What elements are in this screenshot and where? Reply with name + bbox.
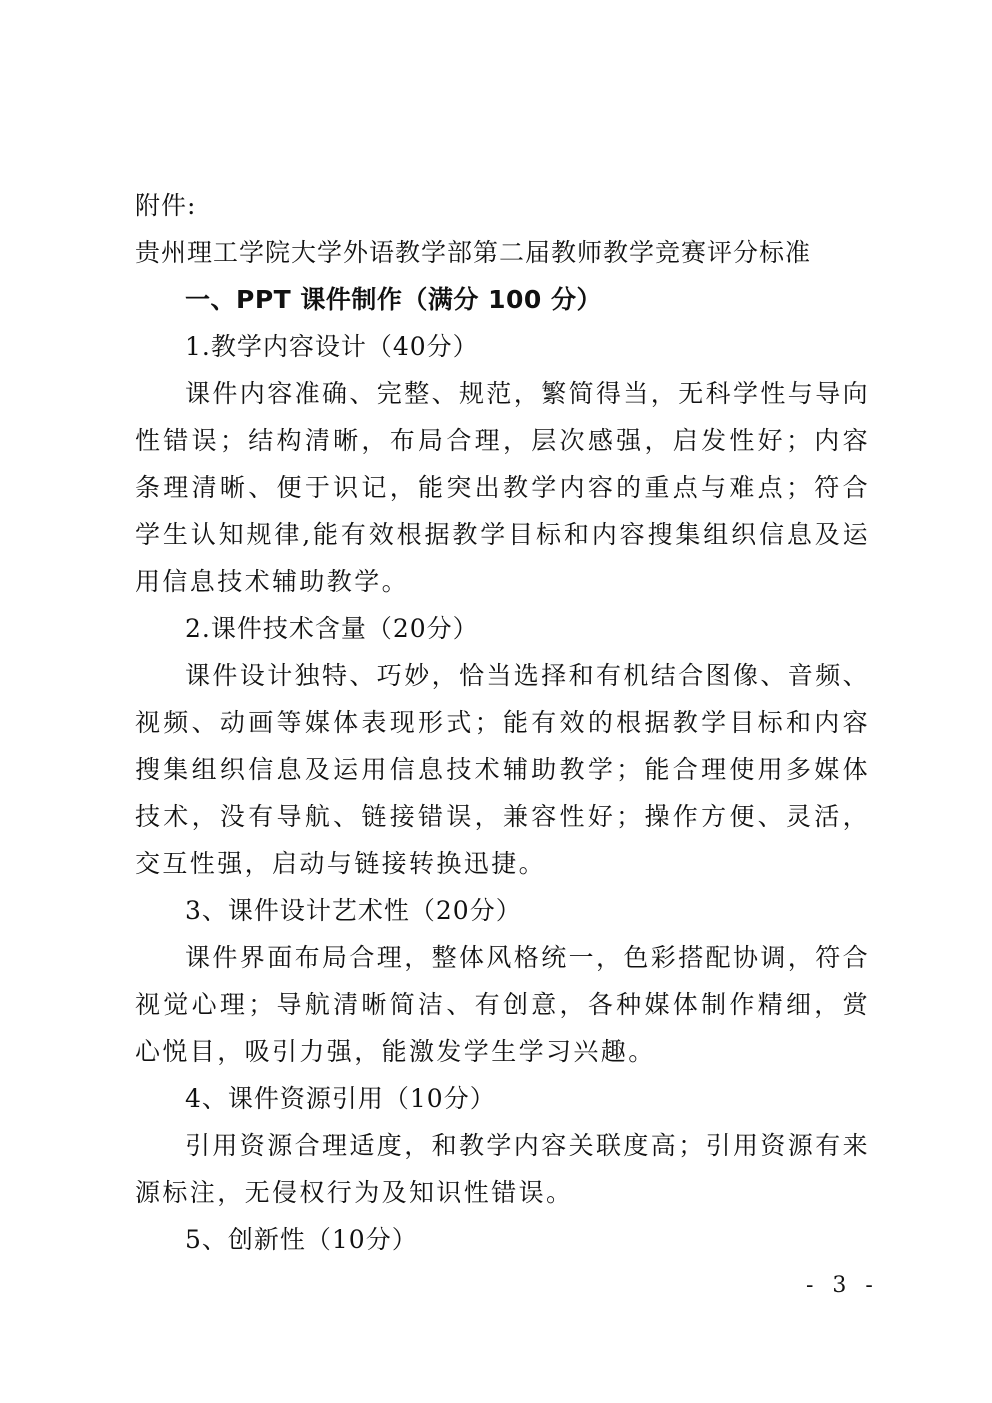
item-body-artistry: 课件界面布局合理，整体风格统一，色彩搭配协调，符合视觉心理；导航清晰简洁、有创意，各种媒体制作精细，赏心悦目，吸引力强，能激发学生学习兴趣。 — [135, 943, 871, 1066]
page-number: - 3 - — [806, 1273, 879, 1298]
item-heading-content-design: 1.教学内容设计（40分） — [185, 332, 479, 361]
section-heading-ppt: 一、PPT 课件制作（满分 100 分） — [185, 285, 602, 314]
attachment-label: 附件: — [135, 191, 197, 220]
item-heading-resource-citation: 4、课件资源引用（10分） — [185, 1084, 496, 1113]
document-title: 贵州理工学院大学外语教学部第二届教师教学竞赛评分标准 — [135, 238, 812, 267]
item-heading-innovation: 5、创新性（10分） — [185, 1225, 418, 1254]
item-heading-technical-content: 2.课件技术含量（20分） — [185, 614, 479, 643]
item-body-resource-citation: 引用资源合理适度，和教学内容关联度高；引用资源有来源标注，无侵权行为及知识性错误。 — [135, 1131, 871, 1207]
item-body-technical-content: 课件设计独特、巧妙，恰当选择和有机结合图像、音频、视频、动画等媒体表现形式；能有效的根据教学目标和内容搜集组织信息及运用信息技术辅助教学；能合理使用多媒体技术，没有导航、链接错误，兼容性好；操作方便、灵活，交互性强，启动与链接转换迅捷。 — [135, 661, 871, 878]
item-heading-artistry: 3、课件设计艺术性（20分） — [185, 896, 522, 925]
item-body-content-design: 课件内容准确、完整、规范，繁简得当，无科学性与导向性错误；结构清晰，布局合理，层次感强，启发性好；内容条理清晰、便于识记，能突出教学内容的重点与难点；符合学生认知规律,能有效根据教学目标和内容搜集组织信息及运用信息技术辅助教学。 — [135, 379, 871, 596]
document-body — [135, 182, 870, 1263]
